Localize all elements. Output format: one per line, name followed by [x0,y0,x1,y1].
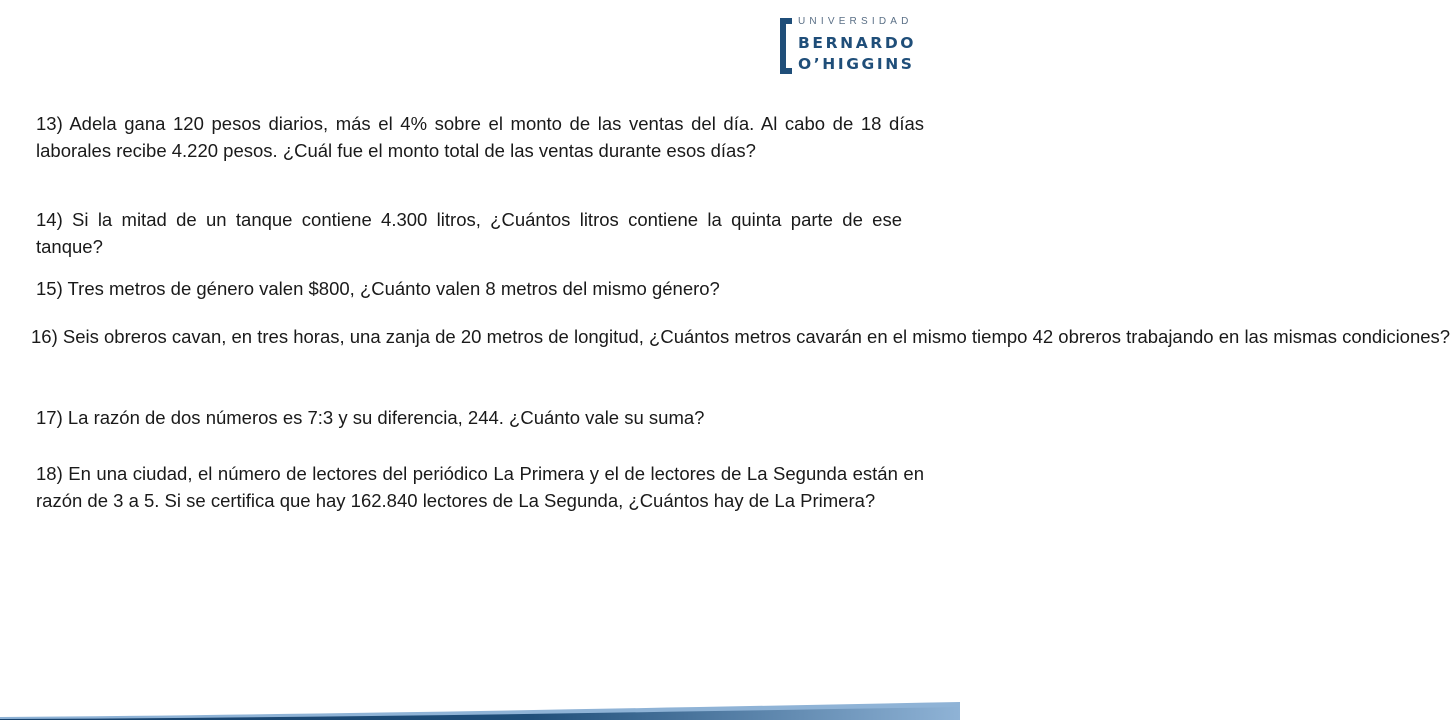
problem-16: 16) Seis obreros cavan, en tres horas, una zanja de 20 metros de longitud, ¿Cuántos metros cavarán en el mismo tiempo 42 obreros trabajando en las mismas condiciones? [31,326,1450,347]
problem-18: 18) En una ciudad, el número de lectores del periódico La Primera y el de lectores de La Segunda están en razón de 3 a 5. Si se certifica que hay 162.840 lectores de La Segunda, ¿Cuántos hay de La Primera? [36,463,924,511]
logo-top-text: UNIVERSIDAD [798,16,913,27]
problem-17: 17) La razón de dos números es 7:3 y su diferencia, 244. ¿Cuánto vale su suma? [36,407,705,428]
university-logo [780,14,930,76]
problem-15: 15) Tres metros de género valen $800, ¿Cuánto valen 8 metros del mismo género? [36,278,720,299]
logo-line-1: BERNARDO [798,34,917,52]
logo-line-2: O’HIGGINS [798,55,915,73]
logo-bracket-mark [780,18,786,74]
problem-13: 13) Adela gana 120 pesos diarios, más el 4% sobre el monto de las ventas del día. Al cabo de 18 días laborales recibe 4.220 pesos. ¿Cuál fue el monto total de las ventas durante esos días? [36,113,924,161]
footer-swoosh [0,700,960,720]
problem-14: 14) Si la mitad de un tanque contiene 4.300 litros, ¿Cuántos litros contiene la quinta parte de ese tanque? [36,209,902,257]
